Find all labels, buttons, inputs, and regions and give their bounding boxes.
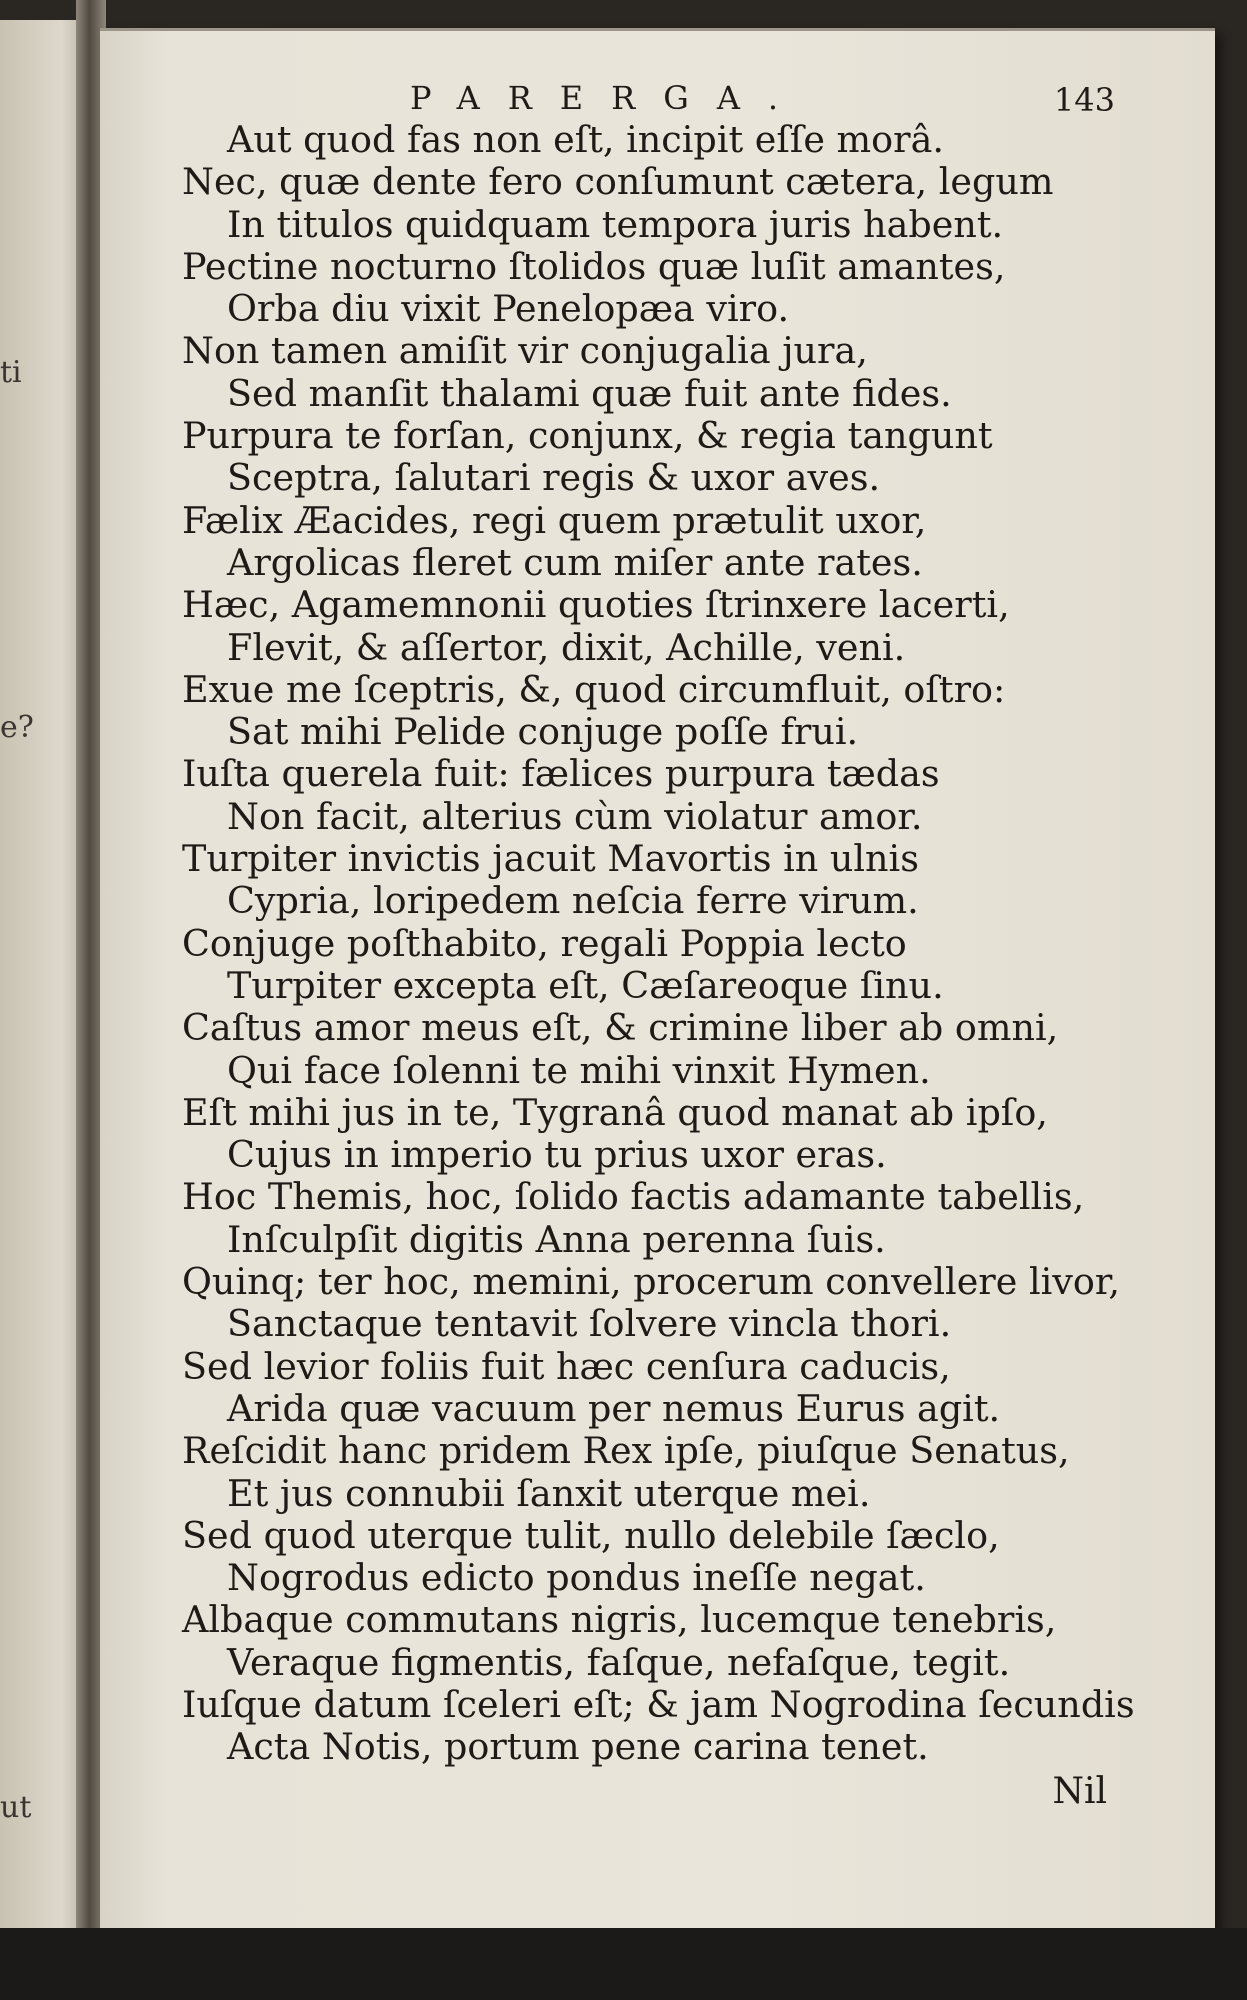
left-page-fragment: ut	[0, 1790, 32, 1825]
verse-line: Orba diu vixit Penelopæa viro.	[227, 287, 790, 331]
verse-line: Sed manſit thalami quæ fuit ante fides.	[227, 371, 952, 415]
verse-line: Inſculpſit digitis Anna perenna ſuis.	[227, 1217, 886, 1261]
scan-background	[0, 1928, 1247, 2000]
verse-line: Hoc Themis, hoc, ſolido factis adamante tabellis,	[182, 1175, 1085, 1219]
verse-line: Sed levior foliis fuit hæc cenſura caducis,	[182, 1344, 951, 1388]
verse-line: Exue me ſceptris, &, quod circumfluit, oſtro:	[182, 667, 1006, 711]
verse-line: Arida quæ vacuum per nemus Eurus agit.	[227, 1386, 1001, 1430]
left-page-fragment: ti	[0, 355, 22, 390]
verse-line: Turpiter invictis jacuit Mavortis in ulnis	[182, 837, 919, 881]
catchword: Nil	[1052, 1771, 1107, 1812]
verse-line: Albaque commutans nigris, lucemque tenebris,	[182, 1598, 1057, 1642]
verse-line: Caſtus amor meus eſt, & crimine liber ab omni,	[182, 1006, 1059, 1050]
verse-line: Eſt mihi jus in te, Tygranâ quod manat ab ipſo,	[182, 1090, 1048, 1134]
verse-line: Conjuge poſthabito, regali Poppia lecto	[182, 921, 907, 965]
verse-line: Fælix Æacides, regi quem prætulit uxor,	[182, 498, 927, 542]
page-number: 143	[1053, 81, 1115, 119]
left-page-fragment: e?	[0, 710, 34, 745]
verse-line: Sanctaque tentavit ſolvere vincla thori.	[227, 1302, 952, 1346]
verse-line: Et jus connubii ſanxit uterque mei.	[227, 1471, 871, 1515]
verse-line: Flevit, & aſſertor, dixit, Achille, veni.	[227, 625, 906, 669]
verse-line: Acta Notis, portum pene carina tenet.	[227, 1725, 929, 1769]
verse-line: In titulos quidquam tempora juris habent.	[227, 202, 1004, 246]
running-title: PARERGA.	[410, 79, 807, 117]
verse-line: Turpiter excepta eſt, Cæſareoque ſinu.	[227, 963, 944, 1007]
verse-line: Qui face ſolenni te mihi vinxit Hymen.	[227, 1048, 931, 1092]
verse-line: Purpura te forſan, conjunx, & regia tangunt	[182, 414, 993, 458]
verse-line: Cypria, loripedem neſcia ferre virum.	[227, 879, 919, 923]
verse-line: Pectine nocturno ſtolidos quæ luſit amantes,	[182, 244, 1006, 288]
verse-line: Nec, quæ dente fero conſumunt cætera, legum	[182, 160, 1054, 204]
verse-line: Quinq; ter hoc, memini, procerum convellere livor,	[182, 1260, 1120, 1304]
verse-line: Cujus in imperio tu prius uxor eras.	[227, 1133, 887, 1177]
verse-line: Sat mihi Pelide conjuge poſſe frui.	[227, 710, 859, 754]
verse-line: Hæc, Agamemnonii quoties ſtrinxere lacerti,	[182, 583, 1010, 627]
verse-line: Non facit, alterius cùm violatur amor.	[227, 794, 923, 838]
verse-line: Argolicas fleret cum miſer ante rates.	[227, 540, 923, 584]
verse-line: Non tamen amiſit vir conjugalia jura,	[182, 329, 868, 373]
verse-line: Nogrodus edicto pondus ineſſe negat.	[227, 1556, 926, 1600]
verse-line: Sceptra, ſalutari regis & uxor aves.	[227, 456, 881, 500]
verse-block	[182, 119, 1182, 1769]
verse-line: Iuſta querela fuit: fælices purpura tædas	[182, 752, 940, 796]
verse-line: Veraque figmentis, faſque, nefaſque, tegit.	[227, 1640, 1011, 1684]
verse-line: Reſcidit hanc pridem Rex ipſe, piuſque Senatus,	[182, 1429, 1070, 1473]
verse-line: Iuſque datum ſceleri eſt; & jam Nogrodina ſecundis	[182, 1682, 1135, 1726]
verse-line: Sed quod uterque tulit, nullo delebile ſæclo,	[182, 1513, 1000, 1557]
left-page-edge	[0, 20, 88, 1940]
book-page	[100, 28, 1215, 1931]
verse-line: Aut quod fas non eſt, incipit eſſe morâ.	[227, 118, 944, 161]
